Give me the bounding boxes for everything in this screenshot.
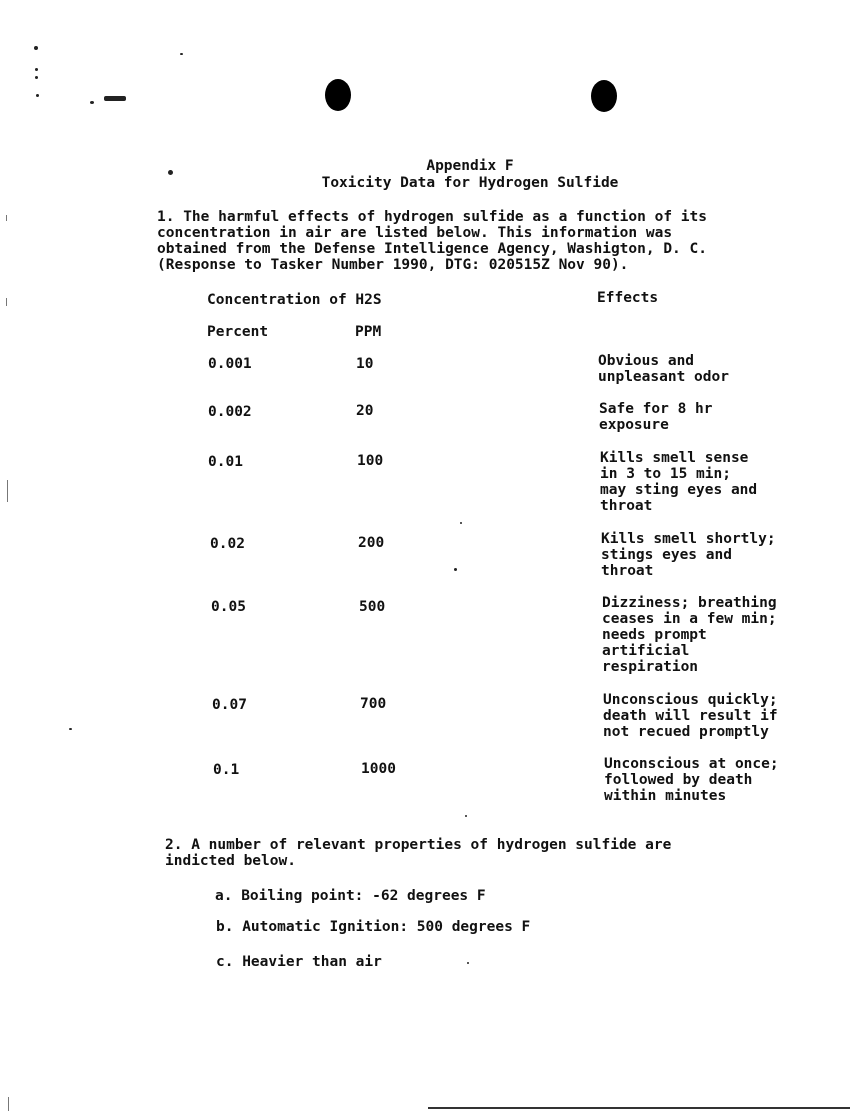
header-concentration: Concentration of H2S [207,292,382,308]
scan-edge-mark [6,215,7,221]
row-effect-line: ceases in a few min; [602,611,777,627]
row-effect-line: Dizziness; breathing [602,595,777,611]
row-effect-line: Unconscious quickly; [603,692,778,708]
row-effect-line: throat [601,563,654,579]
row-ppm: 100 [357,453,384,469]
row-effect-line: Safe for 8 hr [599,401,713,417]
row-ppm: 20 [356,403,374,419]
scan-speck [35,76,38,79]
row-effect-line: followed by death [604,772,753,788]
appendix-label: Appendix F [426,158,514,174]
scan-speck [36,94,39,97]
row-effect-line: may sting eyes and [600,482,758,498]
scan-speck [35,68,38,71]
section-2-line: 2. A number of relevant properties of hydrogen sulfide are [165,837,672,853]
row-percent: 0.01 [208,454,243,470]
scan-speck [104,96,126,101]
row-effect-line: in 3 to 15 min; [600,466,731,482]
property-item: b. Automatic Ignition: 500 degrees F [216,919,531,935]
row-percent: 0.1 [213,762,240,778]
punch-hole-right [591,80,617,112]
section-2-line: indicted below. [165,853,296,869]
row-effect-line: needs prompt [602,627,707,643]
header-effects: Effects [597,290,659,306]
scan-speck [34,46,38,50]
row-ppm: 700 [360,696,387,712]
row-effect-line: unpleasant odor [598,369,729,385]
bottom-rule [428,1107,850,1109]
property-item: a. Boiling point: -62 degrees F [215,888,486,904]
scan-edge-mark [8,1097,9,1111]
scan-speck [467,962,469,964]
row-percent: 0.001 [208,356,252,372]
scan-speck [465,815,467,817]
row-effect-line: respiration [602,659,699,675]
row-effect-line: not recued promptly [603,724,769,740]
row-effect-line: exposure [599,417,669,433]
row-percent: 0.05 [211,599,246,615]
row-effect-line: throat [600,498,653,514]
row-percent: 0.002 [208,404,252,420]
row-effect-line: within minutes [604,788,727,804]
row-effect-line: Unconscious at once; [604,756,779,772]
header-percent: Percent [207,324,269,340]
scan-speck [69,728,72,730]
row-effect-line: artificial [602,643,690,659]
row-ppm: 1000 [361,761,396,777]
row-ppm: 500 [359,599,386,615]
row-effect-line: death will result if [603,708,778,724]
row-effect-line: stings eyes and [601,547,732,563]
section-1-line: obtained from the Defense Intelligence Agency, Washigton, D. C. [157,241,707,257]
property-item: c. Heavier than air [216,954,382,970]
row-effect-line: Kills smell sense [600,450,749,466]
scan-speck [454,568,457,571]
row-percent: 0.07 [212,697,247,713]
row-effect-line: Kills smell shortly; [601,531,776,547]
scan-speck [460,522,462,524]
section-1-line: (Response to Tasker Number 1990, DTG: 020515Z Nov 90). [157,257,629,273]
section-1-line: 1. The harmful effects of hydrogen sulfide as a function of its [157,209,707,225]
row-ppm: 10 [356,356,374,372]
scan-edge-mark [7,480,8,502]
punch-hole-left [325,79,351,111]
page-title: Toxicity Data for Hydrogen Sulfide [321,175,619,191]
scan-edge-mark [6,298,7,306]
scan-speck [90,101,94,104]
scan-speck [180,53,183,55]
row-effect-line: Obvious and [598,353,695,369]
section-1-line: concentration in air are listed below. This information was [157,225,673,241]
row-percent: 0.02 [210,536,245,552]
row-ppm: 200 [358,535,385,551]
header-ppm: PPM [355,324,382,340]
